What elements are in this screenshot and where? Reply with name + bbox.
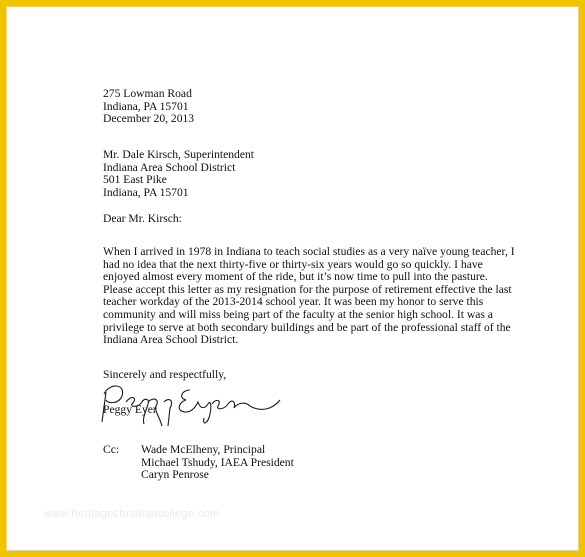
recipient-name: Mr. Dale Kirsch, Superintendent xyxy=(103,148,255,161)
body-line: had no idea that the next thirty-five or thirty-six years would go so quickly. I have xyxy=(103,257,483,271)
sender-address xyxy=(103,88,194,126)
letter-page xyxy=(6,6,579,551)
recipient-org: Indiana Area School District xyxy=(103,160,236,174)
watermark: www.heritagechristiancollege.com xyxy=(44,508,220,520)
body-line: community and will miss being part of the faculty at the senior high school. It was a xyxy=(103,307,493,321)
cc-recipient: Wade McElheny, Principal xyxy=(141,443,266,456)
recipient-address xyxy=(103,149,254,199)
body-line: Indiana Area School District. xyxy=(103,333,239,347)
body-line: enjoyed almost every moment of the ride, but it’s now time to pull into the pasture. xyxy=(103,270,488,284)
body-line: When I arrived in 1978 in Indiana to teach social studies as a very naïve young teacher, I xyxy=(103,245,515,258)
recipient-city: Indiana, PA 15701 xyxy=(103,185,189,199)
cc-recipient: Caryn Penrose xyxy=(141,468,209,482)
sender-street: 275 Lowman Road xyxy=(103,87,192,100)
salutation: Dear Mr. Kirsch: xyxy=(103,212,182,225)
cc-recipient: Michael Tshudy, IAEA President xyxy=(141,455,294,469)
cc-row xyxy=(103,444,294,457)
body-line: privilege to serve at both secondary buildings and be part of the professional staff of the xyxy=(103,320,511,334)
body-line: Please accept this letter as my resignation for the purpose of retirement effective the last xyxy=(103,282,512,296)
cc-list xyxy=(103,444,294,482)
letter-body xyxy=(103,246,523,347)
sender-city: Indiana, PA 15701 xyxy=(103,99,189,113)
cc-label: Cc: xyxy=(103,443,120,456)
letter-date: December 20, 2013 xyxy=(103,112,195,126)
signer-name: Peggy Eyer xyxy=(103,403,157,416)
closing: Sincerely and respectfully, xyxy=(103,368,227,381)
body-line: teacher workday of the 2013-2014 school year. It was been my honor to serve this xyxy=(103,295,484,309)
recipient-street: 501 East Pike xyxy=(103,173,167,187)
